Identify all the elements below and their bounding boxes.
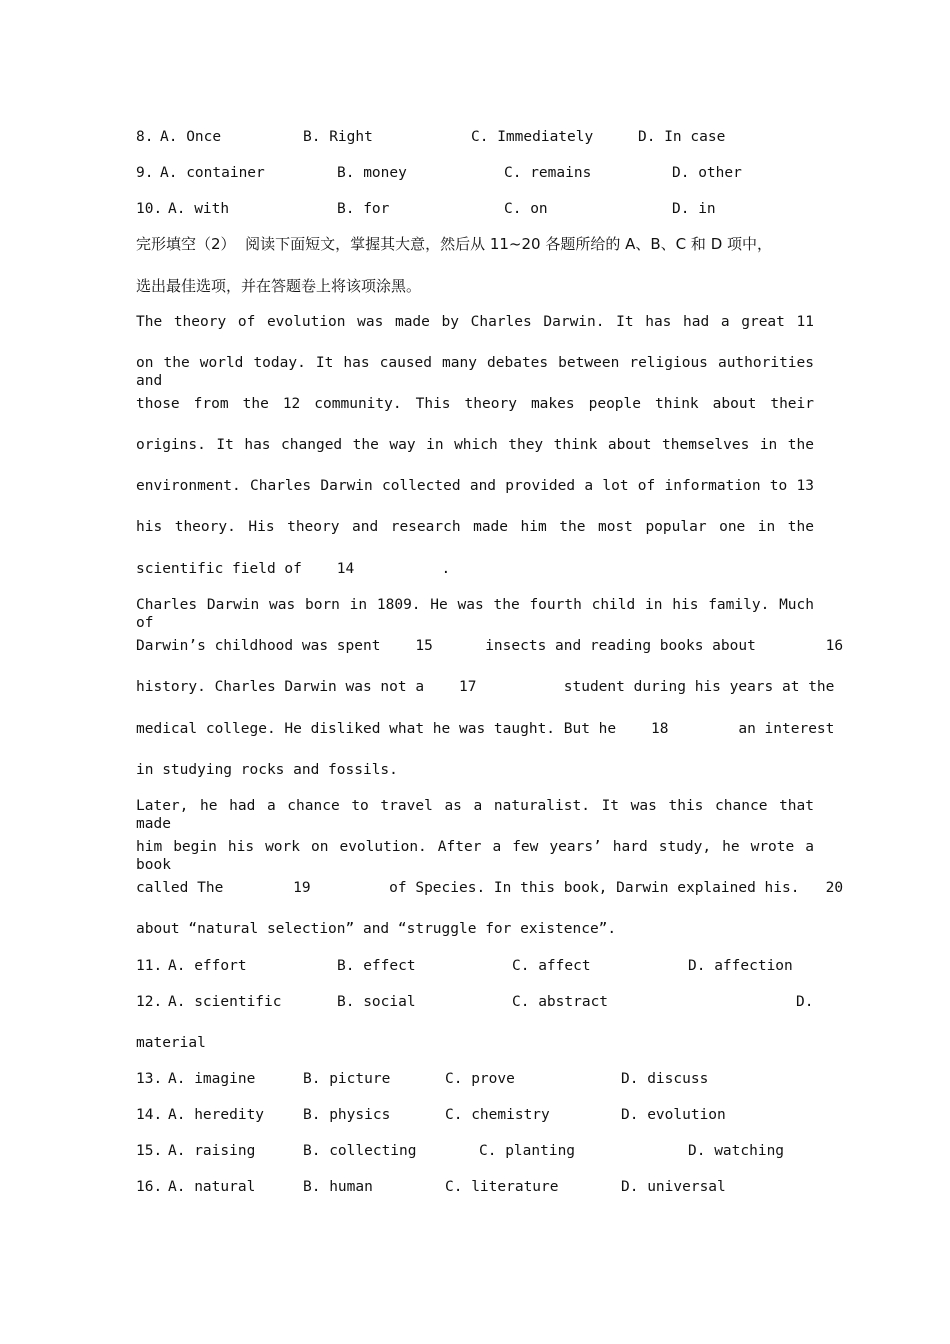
- option-d: D. watching: [688, 1143, 785, 1159]
- passage-line: medical college. He disliked what he was taught. But he 18 an interest: [136, 721, 835, 737]
- question-number: 13.: [136, 1071, 163, 1087]
- passage-line: The theory of evolution was made by Charles Darwin. It has had a great 11: [136, 314, 814, 330]
- option-c: C. literature: [445, 1179, 559, 1195]
- passage-line: scientific field of 14 .: [136, 561, 451, 577]
- passage-line: those from the 12 community. This theory makes people think about their: [136, 396, 814, 412]
- passage-line: Darwin’s childhood was spent 15 insects and reading books about 16: [136, 638, 844, 654]
- section-instructions-line-1: 完形填空（2） 阅读下面短文，掌握其大意，然后从 11~20 各题所给的 A、B、C 和 D 项中，: [136, 235, 773, 253]
- option-b: B. human: [303, 1179, 373, 1195]
- passage-line: environment. Charles Darwin collected and provided a lot of information to 13: [136, 478, 814, 494]
- option-d: D. In case: [638, 129, 726, 145]
- option-b: B. physics: [303, 1107, 391, 1123]
- option-d: D. universal: [621, 1179, 726, 1195]
- question-number: 11.: [136, 958, 163, 974]
- question-number: 16.: [136, 1179, 163, 1195]
- option-a: A. scientific: [168, 994, 282, 1010]
- option-a: A. natural: [168, 1179, 256, 1195]
- option-d: D. evolution: [621, 1107, 726, 1123]
- option-b: B. collecting: [303, 1143, 417, 1159]
- passage-line: origins. It has changed the way in which they think about themselves in the: [136, 437, 814, 453]
- option-a: A. with: [168, 201, 230, 217]
- option-a: A. effort: [168, 958, 247, 974]
- option-d: D. discuss: [621, 1071, 709, 1087]
- option-c: C. remains: [504, 165, 592, 181]
- passage-line: in studying rocks and fossils.: [136, 762, 398, 778]
- section-instructions-line-2: 选出最佳选项，并在答题卷上将该项涂黑。: [136, 277, 422, 295]
- question-number: 10.: [136, 201, 163, 217]
- option-d: D. other: [672, 165, 742, 181]
- option-d: D.: [796, 994, 814, 1010]
- question-number: 12.: [136, 994, 163, 1010]
- passage-line: called The 19 of Species. In this book, Darwin explained his. 20: [136, 880, 844, 896]
- option-c: C. on: [504, 201, 548, 217]
- passage-line: history. Charles Darwin was not a 17 student during his years at the: [136, 679, 835, 695]
- option-c: C. planting: [479, 1143, 576, 1159]
- option-a: A. raising: [168, 1143, 256, 1159]
- passage-line: his theory. His theory and research made him the most popular one in the: [136, 519, 814, 535]
- option-d: D. in: [672, 201, 716, 217]
- option-c: C. chemistry: [445, 1107, 550, 1123]
- option-a: A. heredity: [168, 1107, 265, 1123]
- option-b: B. for: [337, 201, 390, 217]
- option-b: B. money: [337, 165, 407, 181]
- option-a: A. imagine: [168, 1071, 256, 1087]
- passage-line: about “natural selection” and “struggle for existence”.: [136, 921, 617, 937]
- passage-line: Charles Darwin was born in 1809. He was the fourth child in his family. Much of: [136, 597, 814, 631]
- option-a: A. container: [160, 165, 265, 181]
- passage-line: him begin his work on evolution. After a few years’ hard study, he wrote a book: [136, 839, 814, 873]
- question-number: 9.: [136, 165, 154, 181]
- option-b: B. effect: [337, 958, 416, 974]
- option-d: D. affection: [688, 958, 793, 974]
- question-number: 8.: [136, 129, 154, 145]
- option-c: C. abstract: [512, 994, 609, 1010]
- option-d-continued: material: [136, 1035, 206, 1051]
- question-number: 15.: [136, 1143, 163, 1159]
- passage-line: Later, he had a chance to travel as a naturalist. It was this chance that made: [136, 798, 814, 832]
- option-b: B. social: [337, 994, 416, 1010]
- option-c: C. affect: [512, 958, 591, 974]
- option-b: B. Right: [303, 129, 373, 145]
- option-c: C. Immediately: [471, 129, 594, 145]
- passage-line: on the world today. It has caused many debates between religious authorities and: [136, 355, 814, 389]
- option-c: C. prove: [445, 1071, 515, 1087]
- option-a: A. Once: [160, 129, 222, 145]
- option-b: B. picture: [303, 1071, 391, 1087]
- question-number: 14.: [136, 1107, 163, 1123]
